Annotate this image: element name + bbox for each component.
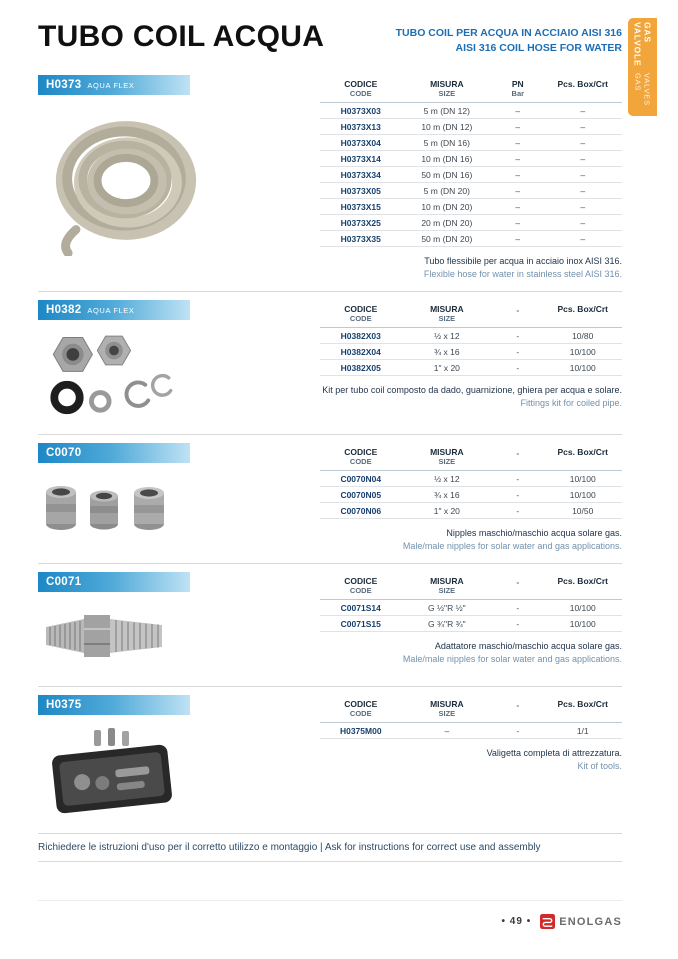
section-header-h0382 xyxy=(38,300,190,320)
adapter-photo xyxy=(38,601,320,676)
brand-name: ENOLGAS xyxy=(559,915,622,928)
table-row xyxy=(320,135,622,151)
column-header: - xyxy=(492,574,543,599)
spec-table xyxy=(320,445,622,519)
pcs-value: 10/100 xyxy=(543,600,622,616)
section-code: H0375 xyxy=(46,699,82,712)
size-value: 50 m (DN 16) xyxy=(402,167,493,183)
category-label-en: GAS VALVES xyxy=(633,72,652,106)
column-header: CODICE CODE xyxy=(320,302,402,327)
caption-en: Male/male nipples for solar water and gas applications. xyxy=(402,654,622,665)
pn-value: - xyxy=(492,344,543,360)
caption-it: Nipples maschio/maschio acqua solare gas. xyxy=(446,528,622,539)
caption-en: Flexible hose for water in stainless steel AISI 316. xyxy=(423,269,622,280)
size-value: 10 m (DN 20) xyxy=(402,199,493,215)
pn-value: – xyxy=(492,103,543,119)
product-code: C0070N04 xyxy=(320,471,402,487)
section-caption xyxy=(320,640,622,666)
brand-logo xyxy=(540,914,622,929)
section-variant: AQUA FLEX xyxy=(87,81,135,91)
pcs-value: 10/100 xyxy=(543,471,622,487)
product-code: C0071S15 xyxy=(320,616,402,632)
page-header xyxy=(38,20,622,55)
caption-it: Valigetta completa di attrezzatura. xyxy=(486,748,622,759)
section-c0070 xyxy=(38,434,622,563)
pn-value: - xyxy=(492,723,543,739)
pcs-value: 10/50 xyxy=(543,503,622,519)
pn-value: - xyxy=(492,360,543,376)
pcs-value: – xyxy=(543,151,622,167)
column-header: - xyxy=(492,302,543,327)
product-code: H0375M00 xyxy=(320,723,402,739)
section-caption xyxy=(320,527,622,553)
pcs-value: – xyxy=(543,183,622,199)
nipples-photo xyxy=(38,472,320,539)
table-row xyxy=(320,119,622,135)
pcs-value: – xyxy=(543,167,622,183)
product-code: H0382X04 xyxy=(320,344,402,360)
pn-value: – xyxy=(492,199,543,215)
product-code: H0373X04 xyxy=(320,135,402,151)
column-header: CODICE CODE xyxy=(320,697,402,722)
section-code: H0373 xyxy=(46,79,82,92)
pcs-value: – xyxy=(543,199,622,215)
table-row xyxy=(320,199,622,215)
pcs-value: – xyxy=(543,103,622,119)
table-row xyxy=(320,167,622,183)
product-code: H0373X14 xyxy=(320,151,402,167)
caption-en: Male/male nipples for solar water and gas applications. xyxy=(402,541,622,552)
product-code: H0382X05 xyxy=(320,360,402,376)
spec-table xyxy=(320,77,622,247)
product-code: H0373X13 xyxy=(320,119,402,135)
table-row xyxy=(320,215,622,231)
size-value: 5 m (DN 20) xyxy=(402,183,493,199)
table-row xyxy=(320,328,622,344)
size-value: 5 m (DN 16) xyxy=(402,135,493,151)
pn-value: - xyxy=(492,616,543,632)
pcs-value: 10/100 xyxy=(543,616,622,632)
enolgas-logo-icon xyxy=(540,914,555,929)
pn-value: – xyxy=(492,231,543,247)
size-value: 20 m (DN 20) xyxy=(402,215,493,231)
table-row xyxy=(320,616,622,632)
pcs-value: – xyxy=(543,231,622,247)
fittings-kit-photo xyxy=(38,329,320,424)
section-header-c0070 xyxy=(38,443,190,463)
pn-value: - xyxy=(492,328,543,344)
pcs-value: 10/80 xyxy=(543,328,622,344)
product-code: C0071S14 xyxy=(320,600,402,616)
product-code: C0070N05 xyxy=(320,487,402,503)
product-code: H0373X34 xyxy=(320,167,402,183)
page-subtitle xyxy=(396,20,622,55)
column-header: - xyxy=(492,445,543,470)
pn-value: – xyxy=(492,135,543,151)
product-code: H0373X35 xyxy=(320,231,402,247)
column-header: MISURA SIZE xyxy=(402,697,493,722)
table-row xyxy=(320,723,622,739)
table-row xyxy=(320,344,622,360)
caption-en: Kit of tools. xyxy=(577,761,622,772)
product-code: C0070N06 xyxy=(320,503,402,519)
section-code: C0071 xyxy=(46,576,82,589)
category-tab[interactable] xyxy=(628,18,657,116)
section-caption xyxy=(320,747,622,773)
size-value: 1" x 20 xyxy=(402,503,493,519)
pcs-value: 10/100 xyxy=(543,360,622,376)
product-code: H0382X03 xyxy=(320,328,402,344)
section-variant: AQUA FLEX xyxy=(87,306,135,316)
column-header: MISURA SIZE xyxy=(402,302,493,327)
column-header: Pcs. Box/Crt xyxy=(543,445,622,470)
caption-en: Fittings kit for coiled pipe. xyxy=(520,398,622,409)
pn-value: – xyxy=(492,183,543,199)
size-value: G ¾"R ¾" xyxy=(402,616,493,632)
product-code: H0373X03 xyxy=(320,103,402,119)
product-code: H0373X05 xyxy=(320,183,402,199)
table-row xyxy=(320,151,622,167)
subtitle-line-en: AISI 316 COIL HOSE FOR WATER xyxy=(455,41,622,54)
size-value: ½ x 12 xyxy=(402,471,493,487)
page-footer xyxy=(502,914,622,929)
size-value: 1" x 20 xyxy=(402,360,493,376)
coil-hose-photo xyxy=(38,104,320,261)
pn-value: – xyxy=(492,119,543,135)
caption-it: Adattatore maschio/maschio acqua solare gas. xyxy=(434,641,622,652)
pcs-value: 10/100 xyxy=(543,344,622,360)
table-row xyxy=(320,471,622,487)
product-code: H0373X15 xyxy=(320,199,402,215)
size-value: 10 m (DN 16) xyxy=(402,151,493,167)
table-row xyxy=(320,103,622,119)
pcs-value: 10/100 xyxy=(543,487,622,503)
caption-it: Tubo flessibile per acqua in acciaio inox AISI 316. xyxy=(424,256,622,267)
table-row xyxy=(320,183,622,199)
section-header-h0375 xyxy=(38,695,190,715)
page-title: TUBO COIL ACQUA xyxy=(38,20,325,53)
column-header: CODICE CODE xyxy=(320,77,402,102)
section-code: H0382 xyxy=(46,304,82,317)
size-value: ½ x 12 xyxy=(402,328,493,344)
column-header: PN Bar xyxy=(492,77,543,102)
subtitle-line-it: TUBO COIL PER ACQUA IN ACCIAIO AISI 316 xyxy=(395,27,622,39)
pn-value: - xyxy=(492,471,543,487)
caption-it: Kit per tubo coil composto da dado, guarnizione, ghiera per acqua e solare. xyxy=(322,385,622,396)
pn-value: - xyxy=(492,487,543,503)
column-header: Pcs. Box/Crt xyxy=(543,77,622,102)
section-c0071 xyxy=(38,563,622,686)
column-header: CODICE CODE xyxy=(320,574,402,599)
size-value: 5 m (DN 12) xyxy=(402,103,493,119)
page-number: • 49 • xyxy=(501,916,532,927)
section-caption xyxy=(320,384,622,410)
column-header: - xyxy=(492,697,543,722)
table-row xyxy=(320,231,622,247)
size-value: – xyxy=(402,723,493,739)
section-h0373 xyxy=(38,67,622,291)
section-h0375 xyxy=(38,686,622,831)
pn-value: – xyxy=(492,151,543,167)
pn-value: – xyxy=(492,215,543,231)
section-h0382 xyxy=(38,291,622,434)
size-value: ¾ x 16 xyxy=(402,344,493,360)
section-header-c0071 xyxy=(38,572,190,592)
size-value: 10 m (DN 12) xyxy=(402,119,493,135)
size-value: 50 m (DN 20) xyxy=(402,231,493,247)
size-value: G ½"R ½" xyxy=(402,600,493,616)
column-header: Pcs. Box/Crt xyxy=(543,302,622,327)
footer-divider xyxy=(38,900,622,901)
section-caption xyxy=(320,255,622,281)
tool-case-photo xyxy=(38,724,320,821)
table-row xyxy=(320,600,622,616)
column-header: MISURA SIZE xyxy=(402,574,493,599)
pn-value: – xyxy=(492,167,543,183)
pn-value: - xyxy=(492,600,543,616)
spec-table xyxy=(320,697,622,739)
pcs-value: – xyxy=(543,119,622,135)
column-header: CODICE CODE xyxy=(320,445,402,470)
column-header: Pcs. Box/Crt xyxy=(543,697,622,722)
pcs-value: – xyxy=(543,215,622,231)
usage-note: Richiedere le istruzioni d'uso per il corretto utilizzo e montaggio | Ask for instructions for correct use and assembly xyxy=(38,833,622,862)
pcs-value: – xyxy=(543,135,622,151)
table-row xyxy=(320,360,622,376)
product-code: H0373X25 xyxy=(320,215,402,231)
size-value: ¾ x 16 xyxy=(402,487,493,503)
table-row xyxy=(320,487,622,503)
section-code: C0070 xyxy=(46,447,82,460)
spec-table xyxy=(320,302,622,376)
pcs-value: 1/1 xyxy=(543,723,622,739)
pn-value: - xyxy=(492,503,543,519)
spec-table xyxy=(320,574,622,632)
column-header: MISURA SIZE xyxy=(402,77,493,102)
table-row xyxy=(320,503,622,519)
column-header: MISURA SIZE xyxy=(402,445,493,470)
section-header-h0373 xyxy=(38,75,190,95)
column-header: Pcs. Box/Crt xyxy=(543,574,622,599)
category-label-it: VALVOLE GAS xyxy=(632,22,653,67)
